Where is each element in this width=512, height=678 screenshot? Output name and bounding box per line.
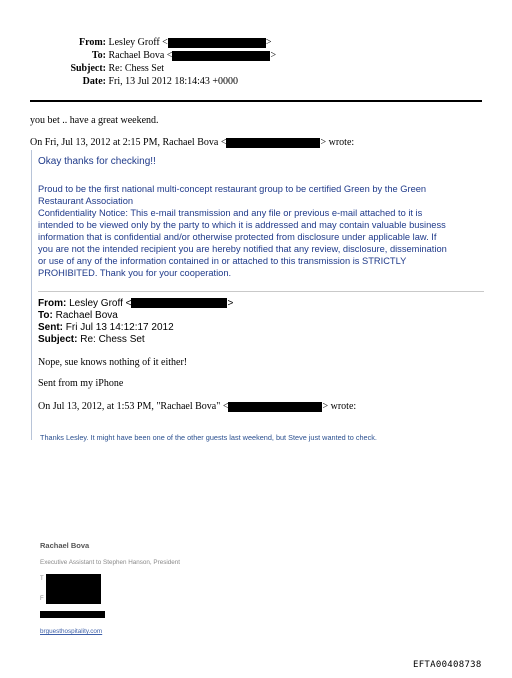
signature-t-label: T (40, 576, 44, 582)
signature-f-label: F (40, 596, 44, 602)
from-value: Lesley Groff < (108, 37, 168, 48)
redaction-block (228, 402, 322, 412)
from-label: From: (78, 37, 106, 48)
quote1-intro (30, 137, 354, 148)
from-close-bracket: > (265, 37, 272, 48)
redaction-block (226, 138, 320, 148)
fwd-sent-value: Fri Jul 13 14:12:17 2012 (65, 322, 174, 333)
quote1-para-line: intended to be viewed only by the party to which it is addressed and may contain valuable business (38, 220, 446, 230)
quote2-intro-text: On Jul 13, 2012, at 1:53 PM, "Rachael Bova" < (38, 401, 229, 412)
fwd-body2: Sent from my iPhone (38, 378, 124, 389)
redaction-block (131, 298, 227, 308)
fwd-to-value: Rachael Bova (55, 310, 118, 321)
quote1-intro-text: On Fri, Jul 13, 2012 at 2:15 PM, Rachael Bova < (30, 137, 227, 148)
fwd-from-row (38, 298, 233, 310)
date-label: Date: (82, 76, 106, 87)
signature-link[interactable]: brguesthospitality.com (40, 628, 103, 635)
fwd-from-value: Lesley Groff < (69, 298, 132, 309)
signature-name: Rachael Bova (40, 541, 90, 550)
redaction-block (168, 38, 266, 48)
header-divider (30, 100, 482, 102)
quote1-para-line: or use of any of the information contained in or attached to this transmission is STRICTLY (38, 256, 407, 266)
to-value: Rachael Bova < (108, 50, 173, 61)
quote2-intro-wrote: > wrote: (322, 401, 357, 412)
quote1-paragraph (38, 183, 447, 279)
signature-title: Executive Assistant to Stephen Hanson, President (40, 559, 181, 566)
redaction-block (40, 611, 105, 618)
subject-value: Re: Chess Set (108, 63, 165, 74)
quote1-para-line: PROHIBITED. Thank you for your cooperation. (38, 268, 232, 278)
fwd-sent-label: Sent: (38, 322, 63, 333)
quote2-text: Thanks Lesley. It might have been one of the other guests last weekend, but Steve just wanted to check. (40, 433, 377, 442)
reply-body: you bet .. have a great weekend. (30, 115, 159, 126)
fwd-from-label: From: (38, 298, 67, 309)
fwd-subject-value: Re: Chess Set (80, 334, 145, 345)
header-from-row (30, 36, 271, 49)
quote1-para-line: you are not the intended recipient you are hereby notified that any review, disclosure, dissemination (38, 244, 447, 254)
forward-divider (38, 291, 484, 292)
fwd-to-row (38, 310, 233, 322)
to-close-bracket: > (270, 50, 277, 61)
redaction-block (172, 51, 270, 61)
fwd-body1: Nope, sue knows nothing of it either! (38, 357, 188, 368)
header-date-row (30, 75, 238, 88)
quote1-para-line: Restaurant Association (38, 196, 134, 206)
quote1-para-line: Proud to be the first national multi-concept restaurant group to be certified Green by the Green (38, 184, 427, 194)
redaction-block (46, 574, 101, 604)
quote1-para-line: Confidentiality Notice: This e-mail transmission and any file or previous e-mail attached to it is (38, 208, 423, 218)
quote1-line1: Okay thanks for checking!! (38, 156, 156, 167)
fwd-sent-row (38, 322, 233, 334)
fwd-header (38, 298, 233, 346)
subject-label: Subject: (70, 63, 106, 74)
quote1-para-line: information that is confidential and/or otherwise protected from disclosure under applicable law. If (38, 232, 437, 242)
header-subject-row (30, 62, 164, 75)
document-id: EFTA00408738 (413, 660, 482, 670)
quote1-intro-wrote: > wrote: (320, 137, 355, 148)
fwd-subject-row (38, 334, 233, 346)
header-to-row (30, 49, 276, 62)
to-label: To: (91, 50, 106, 61)
fwd-close-bracket: > (227, 298, 234, 309)
fwd-to-label: To: (38, 310, 53, 321)
date-value: Fri, 13 Jul 2012 18:14:43 +0000 (108, 76, 239, 87)
quote2-intro (38, 401, 356, 412)
fwd-subject-label: Subject: (38, 334, 78, 345)
quote-bar (31, 150, 32, 440)
